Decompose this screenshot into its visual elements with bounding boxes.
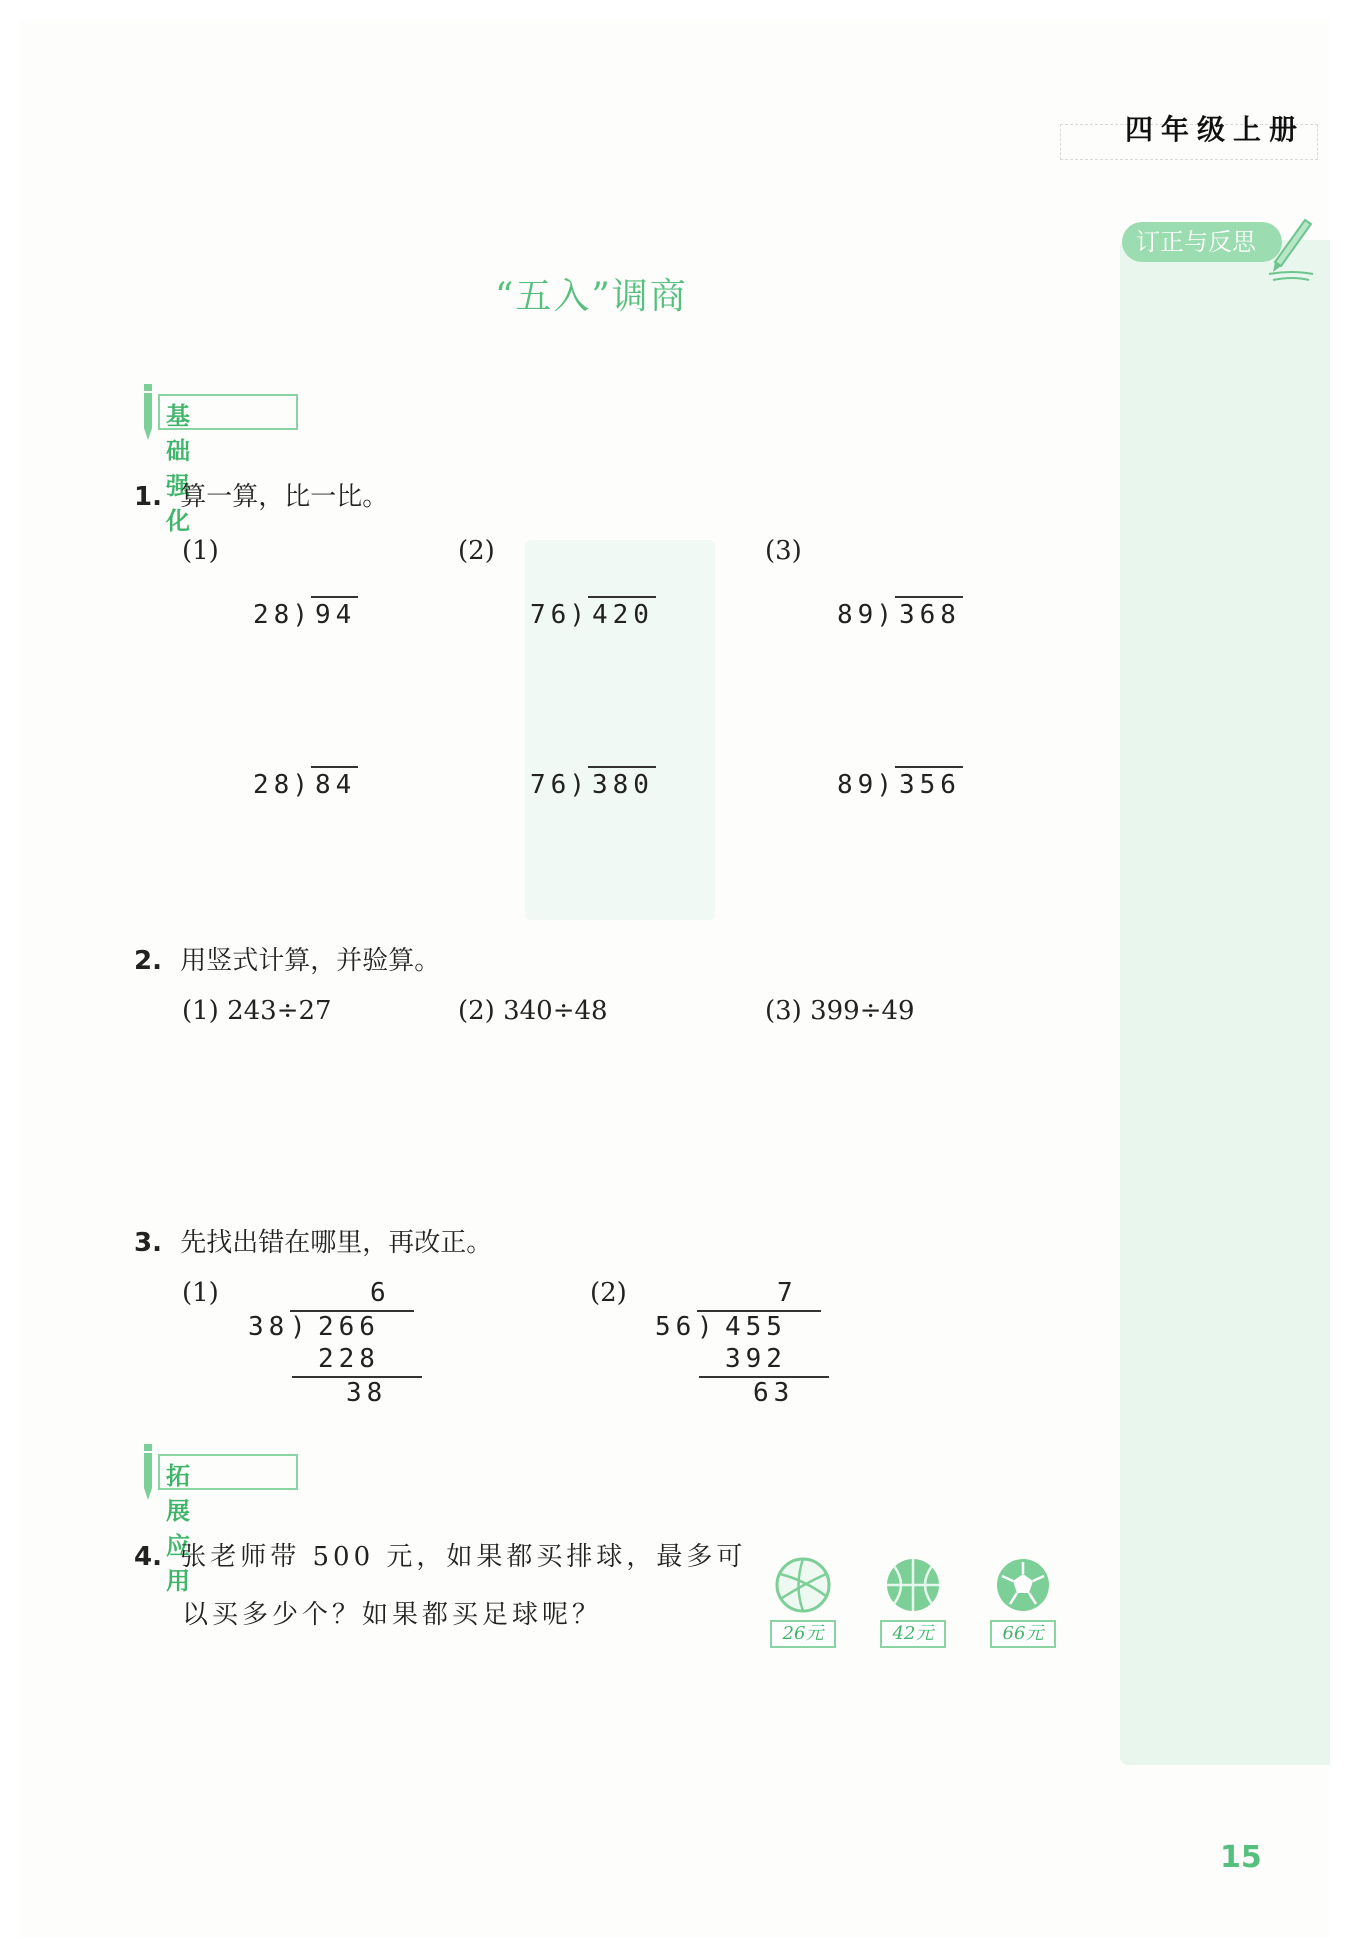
paren: ) [697, 1312, 718, 1342]
q2-item-2: (2) 340÷48 [458, 996, 608, 1026]
correction-side-panel [1120, 240, 1330, 1765]
paren: ) [290, 1312, 311, 1342]
divisor: 89 [837, 770, 879, 800]
section-label: 拓展应用 [166, 1462, 192, 1595]
quotient: 6 [370, 1278, 391, 1308]
divisor: 38 [248, 1312, 290, 1342]
divisor: 28 [253, 600, 295, 630]
division-bracket: 89)368 [837, 596, 963, 630]
dividend: 356 [895, 766, 963, 800]
divisor: 76 [530, 600, 572, 630]
q3-label-2: (2) [590, 1278, 627, 1308]
remainder: 63 [753, 1378, 795, 1408]
price-tag: 66元 [990, 1620, 1056, 1648]
price-tag: 26元 [770, 1620, 836, 1648]
q1-label-2: (2) [458, 536, 495, 566]
q2-item-1: (1) 243÷27 [182, 996, 332, 1026]
q1-label-1: (1) [182, 536, 219, 566]
divisor: 89 [837, 600, 879, 630]
dividend: 420 [588, 596, 656, 630]
question-text: 先找出错在哪里，再改正。 [180, 1228, 493, 1258]
dividend: 455 [725, 1312, 787, 1342]
question-number: 4. [134, 1542, 162, 1572]
division-bracket: 28)84 [253, 766, 358, 800]
q2-item-3: (3) 399÷49 [765, 996, 915, 1026]
q3-label-1: (1) [182, 1278, 219, 1308]
question-3 [134, 1222, 492, 1259]
quotient: 7 [777, 1278, 798, 1308]
dividend: 94 [311, 596, 358, 630]
question-number: 2. [134, 946, 162, 976]
dividend: 380 [588, 766, 656, 800]
division-bracket: 89)356 [837, 766, 963, 800]
dividend: 368 [895, 596, 963, 630]
q1-label-3: (3) [765, 536, 802, 566]
question-text: 张老师带 500 元，如果都买排球，最多可 [180, 1542, 747, 1572]
basketball-icon [884, 1556, 942, 1614]
page-number: 15 [1220, 1840, 1262, 1875]
division-bracket: 76)420 [530, 596, 656, 630]
pencil-icon [136, 1442, 160, 1506]
question-number: 3. [134, 1228, 162, 1258]
question-text-line2: 以买多少个？如果都买足球呢？ [182, 1600, 603, 1630]
section-label: 基础强化 [166, 402, 192, 535]
question-text: 算一算，比一比。 [180, 482, 389, 512]
question-2 [134, 940, 440, 977]
correction-badge: 订正与反思 [1122, 222, 1282, 262]
question-4 [134, 1536, 746, 1573]
question-number: 1. [134, 482, 162, 512]
dividend: 84 [311, 766, 358, 800]
remainder: 38 [346, 1378, 388, 1408]
pencil-icon [136, 382, 160, 446]
dividend: 266 [318, 1312, 380, 1342]
volleyball-icon [774, 1556, 832, 1614]
division-bracket: 76)380 [530, 766, 656, 800]
grade-label: 四年级上册 [1125, 113, 1306, 146]
price-tag: 42元 [880, 1620, 946, 1648]
question-1 [134, 476, 388, 513]
soccer-ball-icon [994, 1556, 1052, 1614]
page-title: “五入”调商 [495, 276, 688, 317]
pencil-icon [1265, 212, 1317, 282]
product: 392 [725, 1344, 787, 1374]
question-text: 用竖式计算，并验算。 [180, 946, 441, 976]
division-bracket: 28)94 [253, 596, 358, 630]
divisor: 76 [530, 770, 572, 800]
divisor: 28 [253, 770, 295, 800]
divisor: 56 [655, 1312, 697, 1342]
product: 228 [318, 1344, 380, 1374]
